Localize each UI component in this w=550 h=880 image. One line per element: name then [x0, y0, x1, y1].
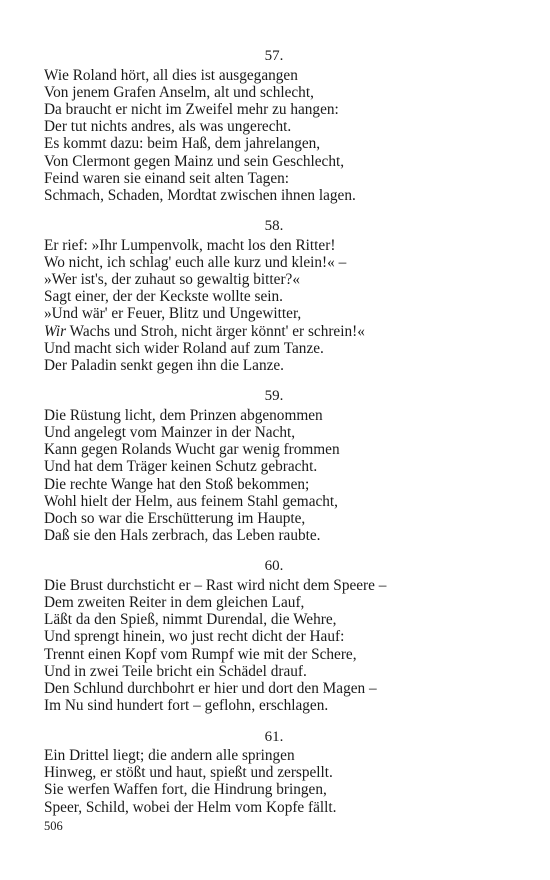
- verse-line: Von Clermont gegen Mainz und sein Geschlecht,: [44, 152, 345, 170]
- verse-line: Er rief: »Ihr Lumpenvolk, macht los den Ritter!: [44, 236, 336, 254]
- verse-line: Und macht sich wider Roland auf zum Tanze.: [44, 339, 324, 357]
- verse-line: Wohl hielt der Helm, aus feinem Stahl gemacht,: [44, 492, 339, 510]
- verse-line: Und sprengt hinein, wo just recht dicht der Hauf:: [44, 628, 345, 646]
- stanza-number: 61.: [264, 728, 284, 745]
- verse-line: Wie Roland hört, all dies ist ausgegangen: [44, 66, 298, 84]
- verse-line: Trennt einen Kopf vom Rumpf wie mit der Schere,: [44, 645, 357, 663]
- verse-line: Die Rüstung licht, dem Prinzen abgenommen: [44, 406, 323, 424]
- stanza-number: 58.: [264, 218, 284, 235]
- verse-line: Wo nicht, ich schlag' euch alle kurz und klein!« –: [44, 253, 347, 271]
- emphasized-word: Wir: [44, 322, 67, 340]
- verse-line: Ein Drittel liegt; die andern alle springen: [44, 747, 295, 764]
- page-body: [44, 48, 504, 830]
- verse-line: Daß sie den Hals zerbrach, das Leben raubte.: [44, 527, 321, 545]
- verse-line: Läßt da den Spieß, nimmt Durendal, die Wehre,: [44, 611, 337, 629]
- verse-line-text: Wachs und Stroh, nicht ärger könnt' er schrein!«: [66, 322, 365, 340]
- verse-line: »Wer ist's, der zuhaut so gewaltig bitter?«: [44, 271, 300, 289]
- verse-line: Speer, Schild, wobei der Helm vom Kopfe fällt.: [44, 798, 337, 816]
- stanza-number: 60.: [264, 558, 284, 575]
- verse-line: Der tut nichts andres, als was ungerecht.: [44, 118, 292, 136]
- verse-line: Den Schlund durchbohrt er hier und dort den Magen –: [44, 680, 377, 698]
- verse-line: Sagt einer, der der Keckste wollte sein.: [44, 288, 283, 306]
- verse-line: Feind waren sie einand seit alten Tagen:: [44, 169, 290, 187]
- stanza-number: 59.: [264, 388, 284, 405]
- verse-line: Kann gegen Rolands Wucht gar wenig frommen: [44, 441, 340, 459]
- verse-line: Es kommt dazu: beim Haß, dem jahrelangen,: [44, 135, 321, 153]
- verse-line: Und in zwei Teile bricht ein Schädel drauf.: [44, 662, 307, 680]
- verse-line: Schmach, Schaden, Mordtat zwischen ihnen lagen.: [44, 186, 356, 204]
- verse-line: »Und wär' er Feuer, Blitz und Ungewitter,: [44, 305, 302, 323]
- verse-line: Sie werfen Waffen fort, die Hindrung bringen,: [44, 781, 327, 799]
- stanza-number: 57.: [264, 48, 284, 64]
- verse-line: Und angelegt vom Mainzer in der Nacht,: [44, 423, 296, 441]
- verse-line: Hinweg, er stößt und haut, spießt und zerspellt.: [44, 764, 333, 782]
- stanza: [44, 218, 504, 374]
- stanza: [44, 558, 504, 714]
- verse-line: Die Brust durchsticht er – Rast wird nicht dem Speere –: [44, 576, 387, 594]
- stanza: [44, 729, 504, 816]
- verse-line: Dem zweiten Reiter in dem gleichen Lauf,: [44, 594, 305, 612]
- verse-line: Die rechte Wange hat den Stoß bekommen;: [44, 475, 310, 493]
- verse-line: Da braucht er nicht im Zweifel mehr zu hangen:: [44, 100, 339, 118]
- verse-line: Und hat dem Träger keinen Schutz gebracht.: [44, 458, 318, 476]
- verse-line: Der Paladin senkt gegen ihn die Lanze.: [44, 357, 284, 375]
- verse-line: Im Nu sind hundert fort – geflohn, erschlagen.: [44, 697, 329, 715]
- page-number: 506: [44, 819, 63, 833]
- verse-line: [44, 323, 504, 340]
- stanza: [44, 388, 504, 544]
- verse-line: Doch so war die Erschütterung im Haupte,: [44, 509, 306, 527]
- verse-line: Von jenem Grafen Anselm, alt und schlecht,: [44, 83, 314, 101]
- stanza: [44, 48, 504, 204]
